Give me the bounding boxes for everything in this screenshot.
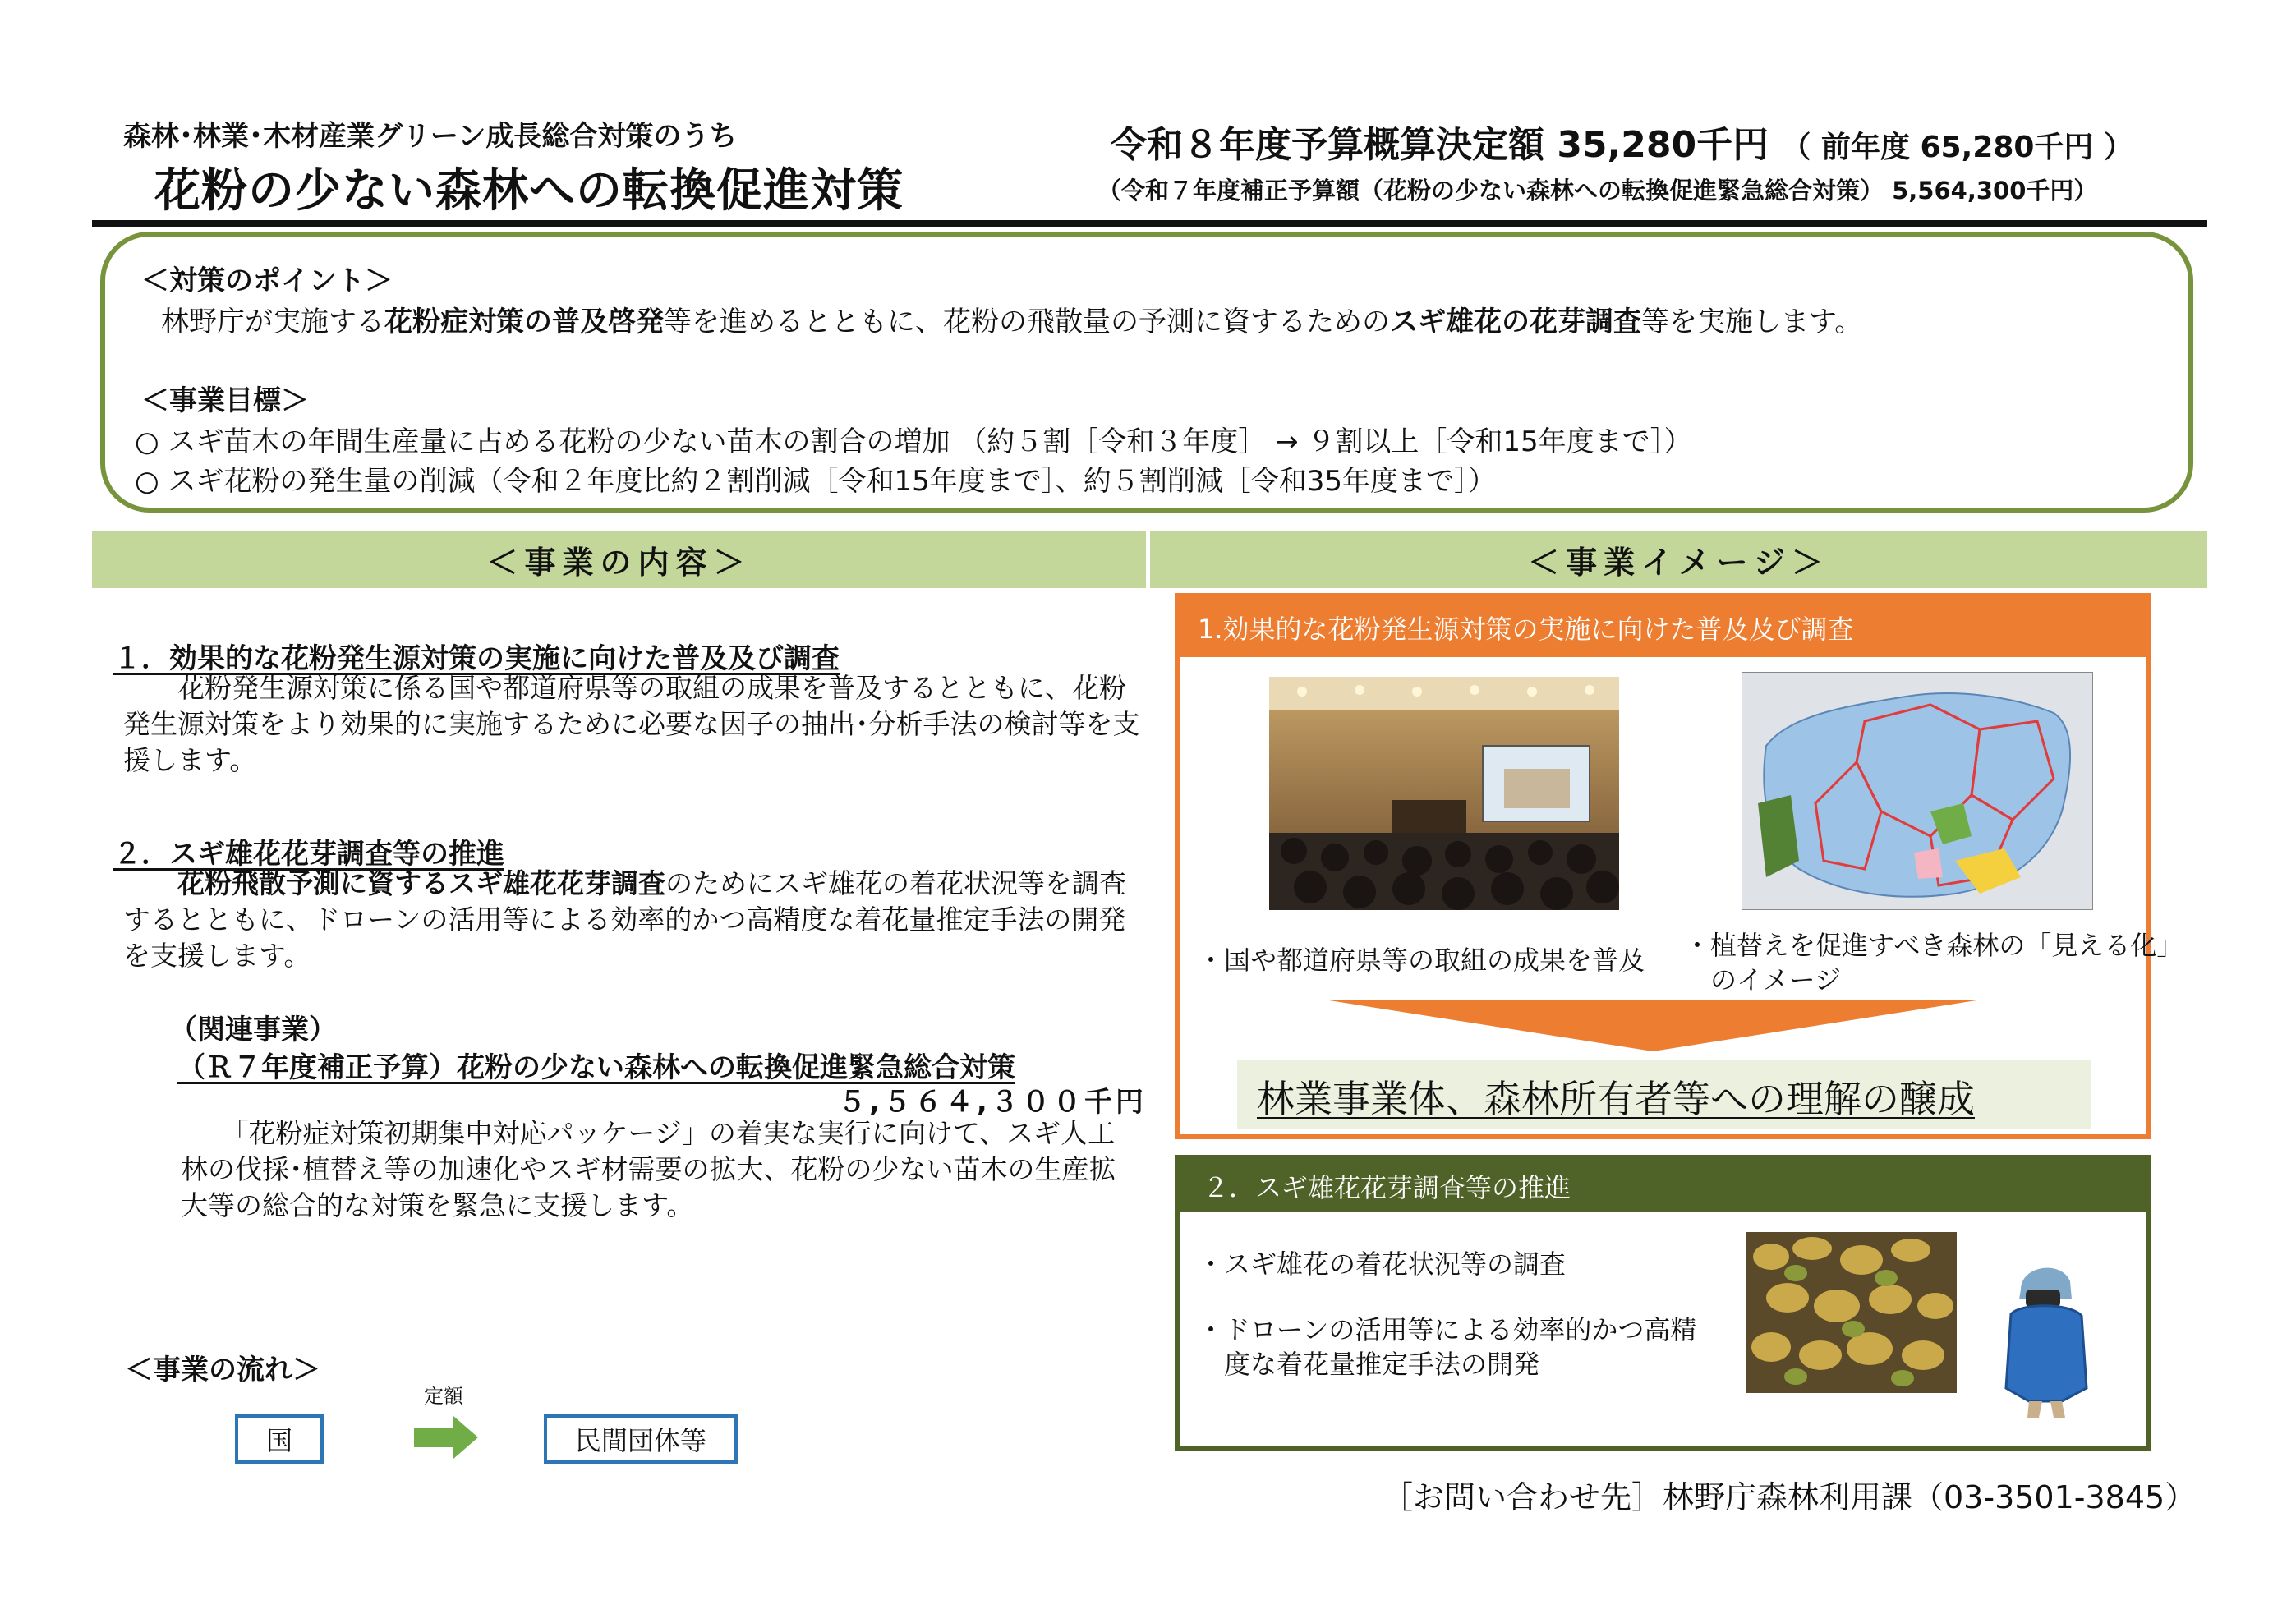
image-section-header: ＜事業イメージ＞ — [1150, 531, 2207, 588]
contact-info: ［お問い合わせ先］林野庁森林利用課（03-3501-3845） — [1382, 1479, 2197, 1515]
budget-previous: （ 前年度 65,280千円 ） — [1781, 131, 2133, 164]
item1-title: １．効果的な花粉発生源対策の実施に向けた普及及び調査 — [113, 642, 840, 675]
flow-arrow-label: 定額 — [424, 1385, 463, 1408]
points-text — [161, 299, 1862, 339]
box2-bullet-2b: 度な着花量推定手法の開発 — [1198, 1349, 1540, 1380]
caption-right-2: のイメージ — [1684, 964, 1842, 995]
content-section-header: ＜事業の内容＞ — [92, 531, 1146, 588]
flow-to-label: 民間団体等 — [574, 1425, 706, 1456]
supplementary-budget: （令和７年度補正予算額（花粉の少ない森林への転換促進緊急総合対策） 5,564,300千円） — [1097, 177, 2098, 205]
item1-body: 花粉発生源対策に係る国や都道府県等の取組の成果を普及するとともに、花粉発生源対策をより効果的に実施するために必要な因子の抽出･分析手法の検討等を支援します。 — [123, 672, 1140, 776]
page-subtitle: 森林･林業･木材産業グリーン成長総合対策のうち — [123, 120, 738, 153]
cedar-flower-photo — [1746, 1232, 1957, 1393]
observer-binoculars-icon — [1996, 1257, 2095, 1421]
flow-arrow-icon — [414, 1414, 480, 1460]
goals-heading: ＜事業目標＞ — [141, 384, 309, 417]
caption-left: ・国や都道府県等の取組の成果を普及 — [1198, 945, 1645, 976]
image-box-1-title: 1.効果的な花粉発生源対策の実施に向けた普及及び調査 — [1180, 598, 2146, 657]
flow-to-box — [544, 1414, 738, 1464]
budget-main: 令和８年度予算概算決定額 35,280千円 — [1111, 124, 1769, 166]
box2-bullet-2a: ・ドローンの活用等による効率的かつ高精 — [1198, 1314, 1697, 1345]
related-label: （関連事業） — [169, 1014, 337, 1046]
points-text-3: 等を実施します。 — [1641, 306, 1863, 338]
related-body: 「花粉症対策初期集中対応パッケージ」の着実な実行に向けて、スギ人工林の伐採･植替え等の加速化やスギ材需要の拡大、花粉の少ない苗木の生産拡大等の総合的な対策を緊急に支援します。 — [181, 1117, 1116, 1221]
points-heading: ＜対策のポイント＞ — [141, 264, 393, 297]
flow-from-box — [235, 1414, 324, 1464]
item2-title: ２．スギ雄花花芽調査等の推進 — [113, 838, 504, 871]
seminar-photo — [1269, 677, 1619, 910]
budget-line — [1111, 115, 2133, 168]
page-title: 花粉の少ない森林への転換促進対策 — [154, 164, 904, 218]
header-divider — [92, 220, 2207, 227]
flow-heading: ＜事業の流れ＞ — [125, 1354, 320, 1386]
item2-bold: 花粉飛散予測に資するスギ雄花花芽調査 — [123, 867, 665, 899]
item2-text: のためにスギ雄花の着花状況等を調査するとともに、ドローンの活用等による効率的かつ高精度な着花量推定手法の開発を支援します。 — [123, 867, 1126, 972]
down-arrow-icon — [1329, 1000, 1976, 1051]
forest-map-image — [1742, 672, 2093, 910]
item2-body — [123, 866, 1142, 974]
points-bold-1: 花粉症対策の普及啓発 — [384, 306, 664, 338]
result-text: 林業事業体、森林所有者等への理解の醸成 — [1257, 1077, 1975, 1121]
related-title: （Ｒ７年度補正予算）花粉の少ない森林への転換促進緊急総合対策 — [177, 1051, 1015, 1084]
goal-item: ○ スギ花粉の発生量の削減（令和２年度比約２割削減［令和15年度まで］、約５割削減［令和35年度まで］） — [135, 465, 1496, 498]
box2-bullet-1: ・スギ雄花の着花状況等の調査 — [1198, 1248, 1567, 1280]
image-box-2-title: ２．スギ雄花花芽調査等の推進 — [1180, 1160, 2146, 1212]
points-text-2: 等を進めるとともに、花粉の飛散量の予測に資するための — [664, 306, 1390, 338]
flow-from-label: 国 — [265, 1425, 292, 1456]
goal-item: ○ スギ苗木の年間生産量に占める花粉の少ない苗木の割合の増加 （約５割［令和３年度］ → ９割以上［令和15年度まで］） — [135, 425, 1692, 458]
points-bold-2: スギ雄花の花芽調査 — [1390, 306, 1641, 338]
points-text-1: 林野庁が実施する — [161, 306, 384, 338]
caption-right-1: ・植替えを促進すべき森林の「見える化」 — [1684, 930, 2183, 961]
related-amount: ５,５６４,３００千円 — [838, 1086, 1147, 1119]
